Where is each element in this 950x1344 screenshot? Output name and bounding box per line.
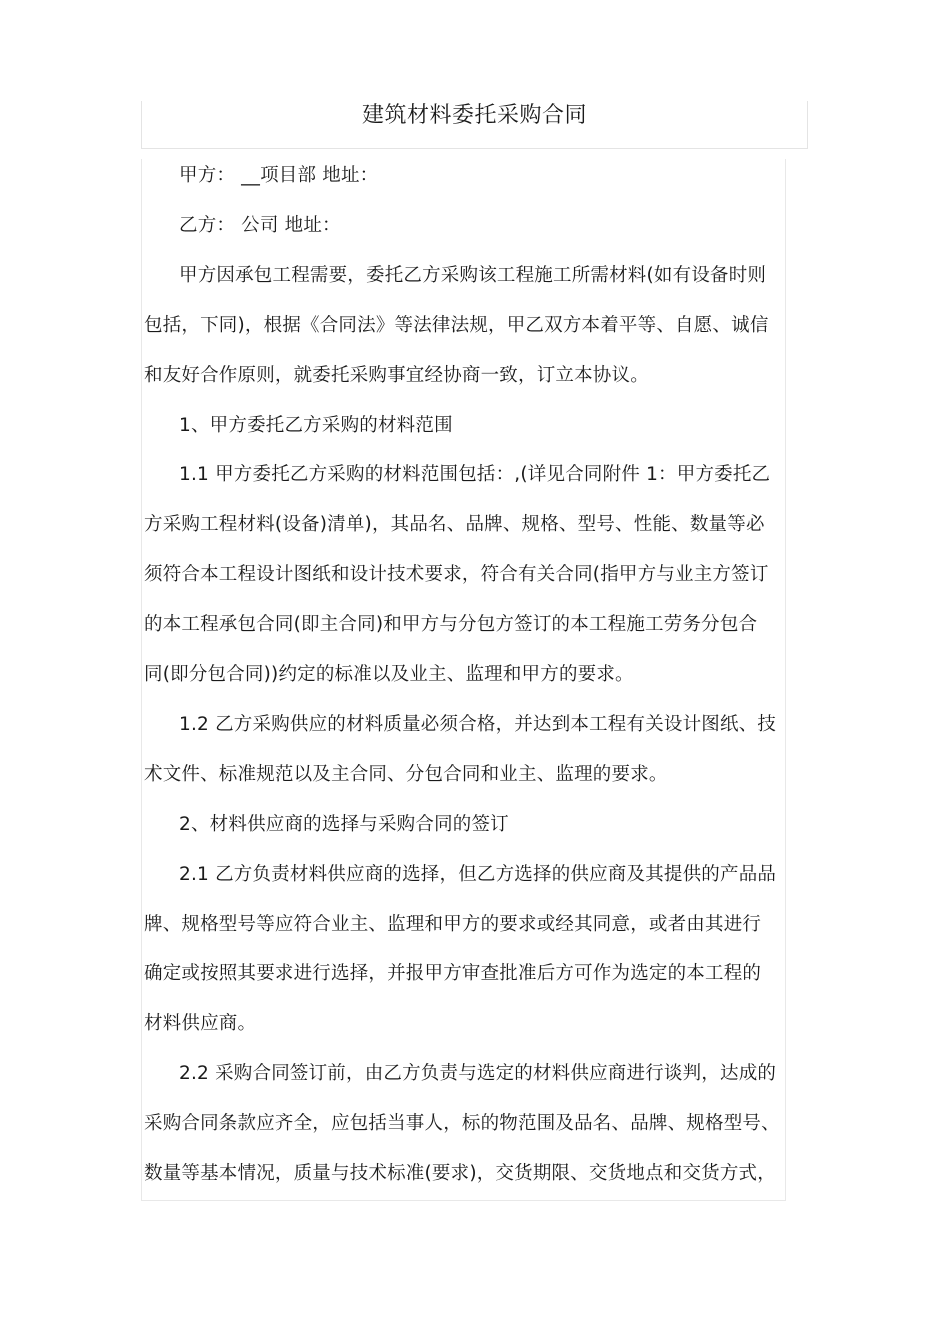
document-body	[141, 159, 786, 1201]
paragraph-line: 1.1 甲方委托乙方采购的材料范围包括：,(详见合同附件 1：甲方委托乙	[179, 464, 771, 486]
paragraph-line: 方采购工程材料(设备)清单)，其品名、品牌、规格、型号、性能、数量等必	[144, 514, 765, 536]
paragraph-line: 1.2 乙方采购供应的材料质量必须合格，并达到本工程有关设计图纸、技	[179, 713, 777, 735]
paragraph-line: 甲方因承包工程需要，委托乙方采购该工程施工所需材料(如有设备时则	[179, 264, 767, 286]
paragraph-line: 同(即分包合同))约定的标准以及业主、监理和甲方的要求。	[144, 664, 634, 685]
paragraph-line: 材料供应商。	[144, 1013, 257, 1035]
paragraph-line: 须符合本工程设计图纸和设计技术要求，符合有关合同(指甲方与业主方签订	[144, 564, 769, 586]
paragraph-line: 的本工程承包合同(即主合同)和甲方与分包方签订的本工程施工劳务分包合	[144, 614, 758, 636]
paragraph-line: 乙方： 公司 地址：	[179, 214, 341, 236]
paragraph-line: 包括，下同)，根据《合同法》等法律法规，甲乙双方本着平等、自愿、诚信	[144, 314, 769, 336]
paragraph-line: 甲方： __项目部 地址：	[179, 165, 379, 186]
paragraph-line: 2.2 采购合同签订前，由乙方负责与选定的材料供应商进行谈判，达成的	[179, 1063, 777, 1085]
paragraph-line: 和友好合作原则，就委托采购事宜经协商一致，订立本协议。	[144, 364, 649, 386]
paragraph-line: 2.1 乙方负责材料供应商的选择，但乙方选择的供应商及其提供的产品品	[179, 863, 777, 885]
paragraph-line: 术文件、标准规范以及主合同、分包合同和业主、监理的要求。	[144, 763, 668, 785]
paragraph-line: 2、材料供应商的选择与采购合同的签订	[179, 813, 509, 835]
paragraph-line: 牌、规格型号等应符合业主、监理和甲方的要求或经其同意，或者由其进行	[144, 913, 762, 935]
document-title: 建筑材料委托采购合同	[361, 103, 587, 128]
paragraph-line: 1、甲方委托乙方采购的材料范围	[179, 414, 453, 436]
paragraph-line: 采购合同条款应齐全，应包括当事人，标的物范围及品名、品牌、规格型号、	[144, 1113, 780, 1135]
paragraph-line: 数量等基本情况，质量与技术标准(要求)，交货期限、交货地点和交货方式，	[144, 1163, 776, 1184]
paragraph-line: 确定或按照其要求进行选择，并报甲方审查批准后方可作为选定的本工程的	[144, 963, 762, 985]
title-box	[141, 101, 808, 149]
